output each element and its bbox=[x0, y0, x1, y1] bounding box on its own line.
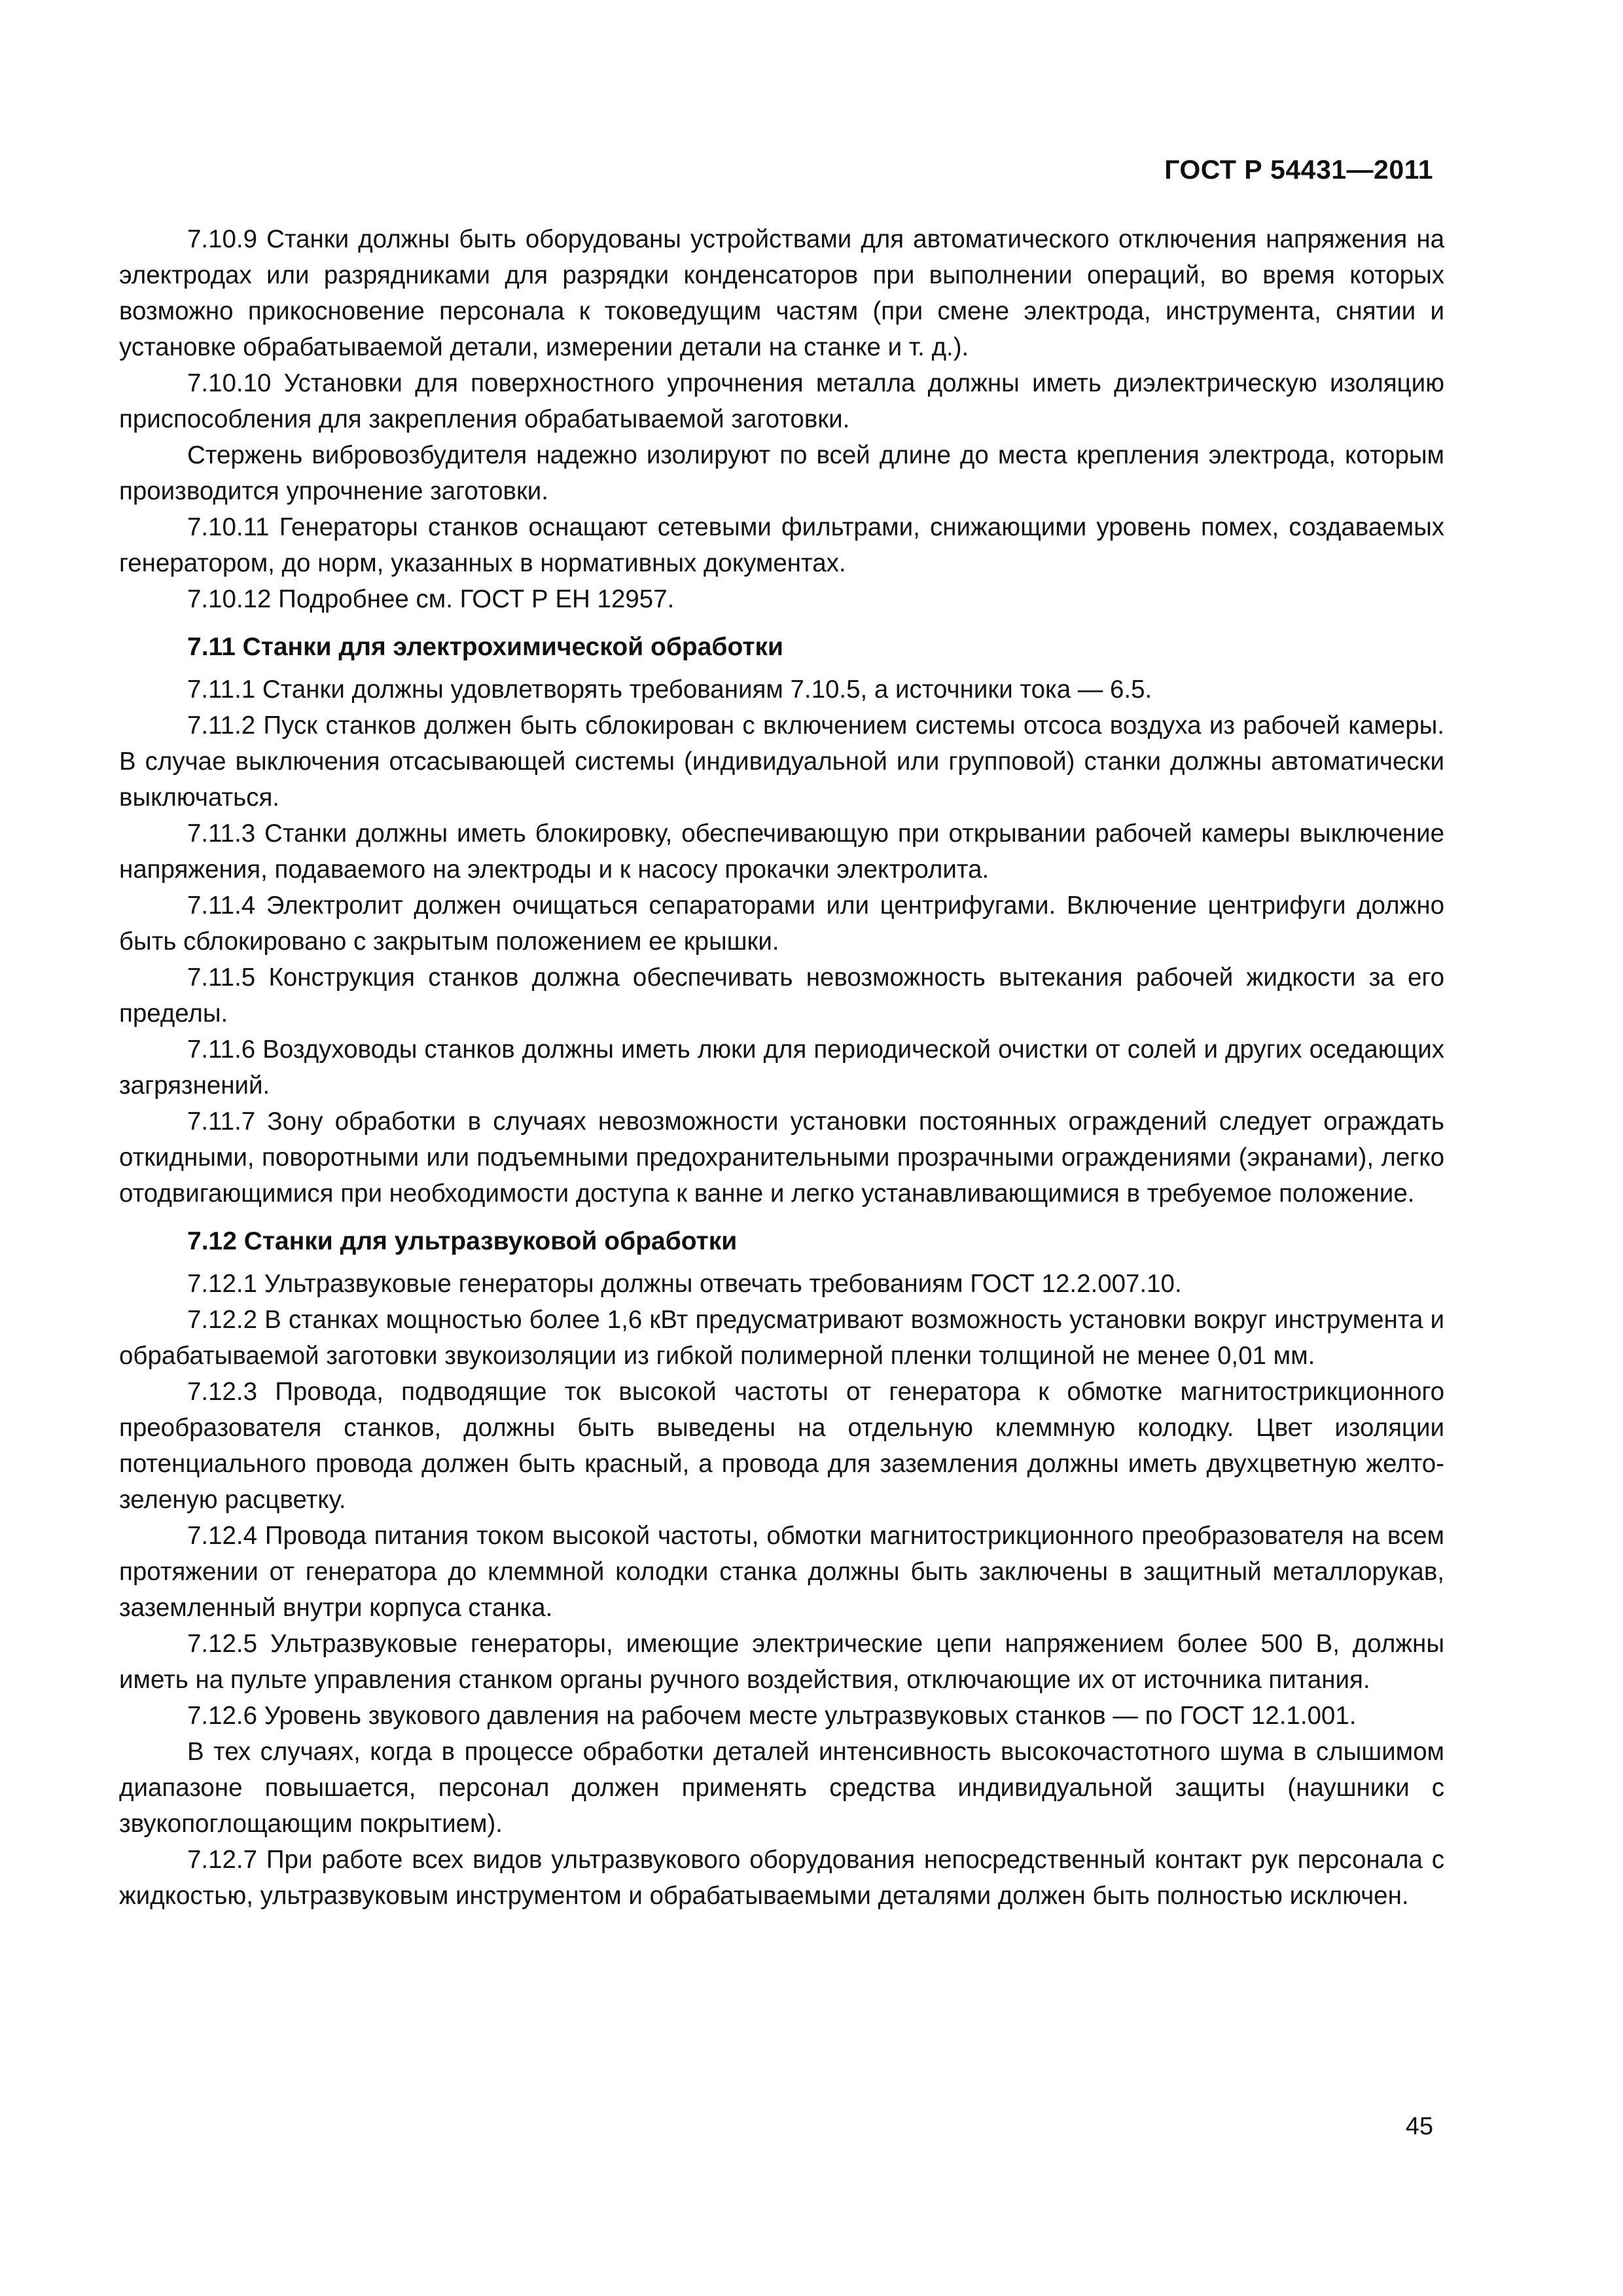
paragraph-7-11-3: 7.11.3 Станки должны иметь блокировку, обеспечивающую при открывании рабочей камеры выключение напряжения, подаваемого на электроды и к насосу прокачки электролита. bbox=[119, 819, 1444, 884]
paragraph-7-12-2: 7.12.2 В станках мощностью более 1,6 кВт предусматривают возможность установки вокруг инструмента и обрабатываемой заготовки звукоизоляции из гибкой полимерной пленки толщиной не менее 0,01 мм. bbox=[119, 1306, 1444, 1370]
document-body bbox=[119, 221, 1444, 1914]
paragraph-7-11-6: 7.11.6 Воздуховоды станков должны иметь люки для периодической очистки от солей и других оседающих загрязнений. bbox=[119, 1035, 1444, 1100]
section-heading-7-11: 7.11 Станки для электрохимической обработки bbox=[187, 633, 783, 661]
paragraph-high-frequency-noise: В тех случаях, когда в процессе обработки деталей интенсивность высокочастотного шума в слышимом диапазоне повышается, персонал должен применять средства индивидуальной защиты (наушники с звукопоглощающим покрытием). bbox=[119, 1738, 1444, 1838]
page-number: 45 bbox=[1405, 2113, 1433, 2140]
paragraph-7-12-5: 7.12.5 Ультразвуковые генераторы, имеющие электрические цепи напряжением более 500 В, должны иметь на пульте управления станком органы ручного воздействия, отключающие их от источника питания. bbox=[119, 1630, 1444, 1694]
paragraph-7-11-5: 7.11.5 Конструкция станков должна обеспечивать невозможность вытекания рабочей жидкости за его пределы. bbox=[119, 963, 1444, 1028]
paragraph-7-12-6: 7.12.6 Уровень звукового давления на рабочем месте ультразвуковых станков — по ГОСТ 12.1.001. bbox=[187, 1702, 1357, 1730]
paragraph-7-10-9: 7.10.9 Станки должны быть оборудованы устройствами для автоматического отключения напряжения на электродах или разрядниками для разрядки конденсаторов при выполнении операций, во время которых возможно прикосновение персонала к токоведущим частям (при смене электрода, инструмента, снятии и установке обрабатываемой детали, измерении детали на станке и т. д.). bbox=[119, 225, 1444, 361]
paragraph-7-12-3: 7.12.3 Провода, подводящие ток высокой частоты от генератора к обмотке магнитострикционного преобразователя станков, должны быть выведены на отдельную клеммную колодку. Цвет изоляции потенциального провода должен быть красный, а провода для заземления должны иметь двухцветную желто-зеленую расцветку. bbox=[119, 1378, 1444, 1514]
paragraph-7-11-1: 7.11.1 Станки должны удовлетворять требованиям 7.10.5, а источники тока — 6.5. bbox=[187, 675, 1152, 704]
paragraph-vibro-exciter: Стержень вибровозбудителя надежно изолируют по всей длине до места крепления электрода, которым производится упрочнение заготовки. bbox=[119, 441, 1444, 505]
paragraph-7-11-4: 7.11.4 Электролит должен очищаться сепараторами или центрифугами. Включение центрифуги должно быть сблокировано с закрытым положением ее крышки. bbox=[119, 891, 1444, 956]
paragraph-7-11-7: 7.11.7 Зону обработки в случаях невозможности установки постоянных ограждений следует ограждать откидными, поворотными или подъемными предохранительными прозрачными ограждениями (экранами), легко отодвигающимися при необходимости доступа к ванне и легко устанавливающимися в требуемое положение. bbox=[119, 1107, 1444, 1208]
document-code-header: ГОСТ Р 54431—2011 bbox=[1164, 154, 1433, 185]
paragraph-7-12-1: 7.12.1 Ультразвуковые генераторы должны отвечать требованиям ГОСТ 12.2.007.10. bbox=[187, 1270, 1182, 1298]
paragraph-7-11-2: 7.11.2 Пуск станков должен быть сблокирован с включением системы отсоса воздуха из рабочей камеры. В случае выключения отсасывающей системы (индивидуальной или групповой) станки должны автоматически выключаться. bbox=[119, 711, 1444, 812]
paragraph-7-12-4: 7.12.4 Провода питания током высокой частоты, обмотки магнитострикционного преобразователя на всем протяжении от генератора до клеммной колодки станка должны быть заключены в защитный металлорукав, заземленный внутри корпуса станка. bbox=[119, 1522, 1444, 1622]
section-heading-7-12: 7.12 Станки для ультразвуковой обработки bbox=[187, 1227, 738, 1255]
paragraph-7-12-7: 7.12.7 При работе всех видов ультразвукового оборудования непосредственный контакт рук персонала с жидкостью, ультразвуковым инструментом и обрабатываемыми деталями должен быть полностью исключен. bbox=[119, 1846, 1444, 1910]
paragraph-7-10-12: 7.10.12 Подробнее см. ГОСТ Р ЕН 12957. bbox=[187, 585, 675, 613]
paragraph-7-10-10: 7.10.10 Установки для поверхностного упрочнения металла должны иметь диэлектрическую изоляцию приспособления для закрепления обрабатываемой заготовки. bbox=[119, 369, 1444, 433]
paragraph-7-10-11: 7.10.11 Генераторы станков оснащают сетевыми фильтрами, снижающими уровень помех, создаваемых генератором, до норм, указанных в нормативных документах. bbox=[119, 513, 1444, 577]
